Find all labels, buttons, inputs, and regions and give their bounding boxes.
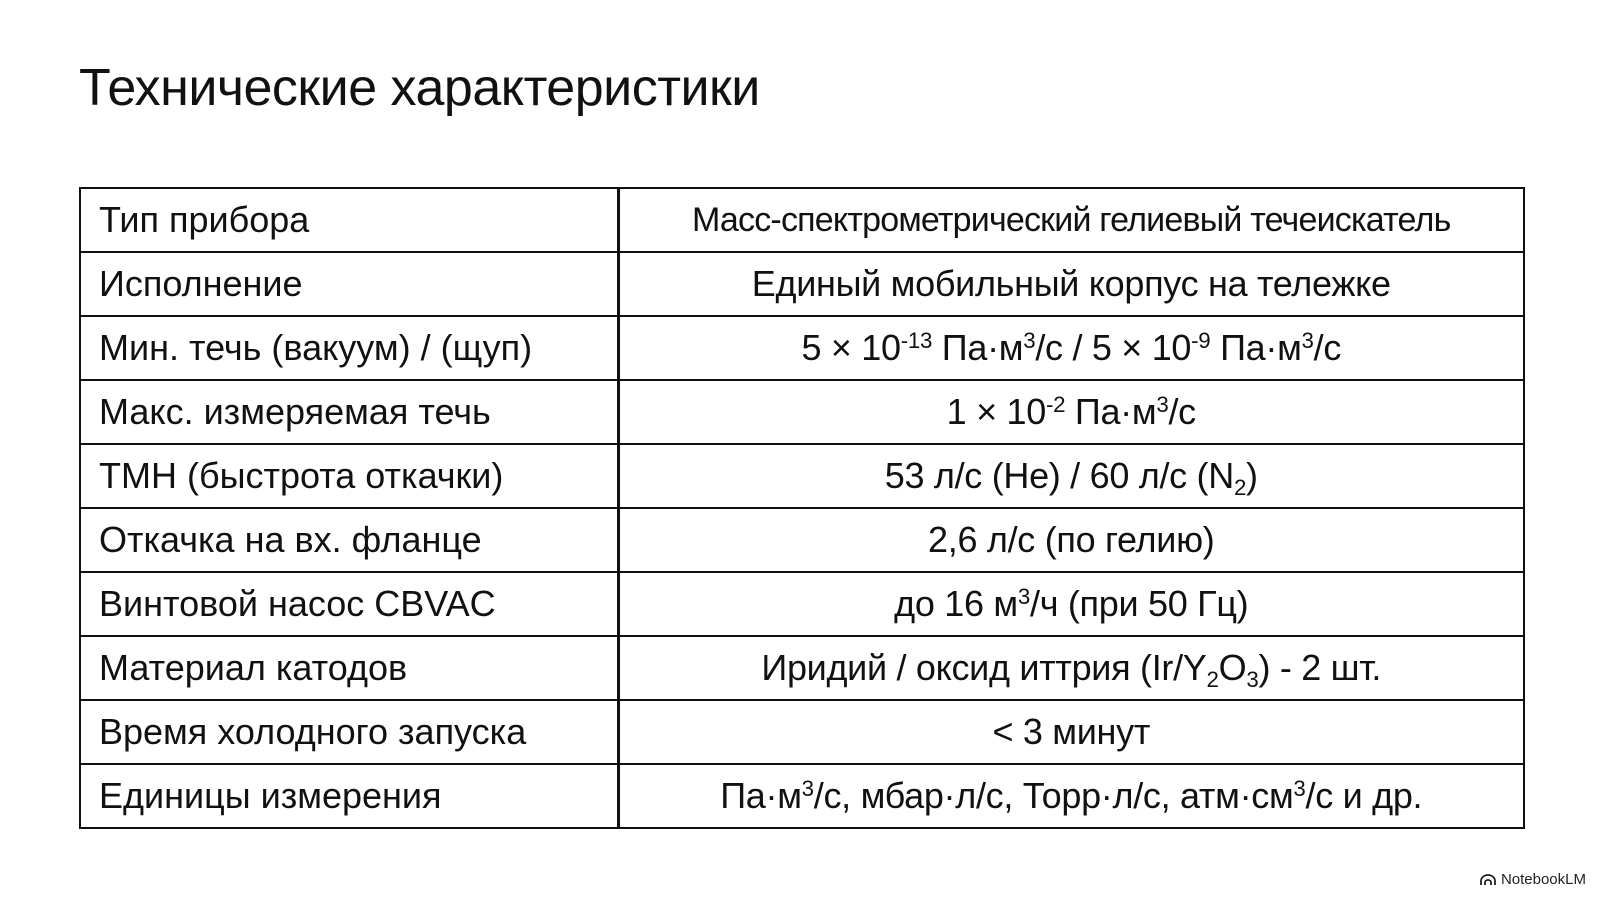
spec-table <box>79 187 1525 829</box>
table-row <box>80 700 1524 764</box>
spec-label: Время холодного запуска <box>80 700 618 764</box>
notebooklm-logo-icon <box>1480 874 1496 886</box>
table-row <box>80 636 1524 700</box>
table-row <box>80 188 1524 252</box>
spec-label: Материал катодов <box>80 636 618 700</box>
spec-label: Мин. течь (вакуум) / (щуп) <box>80 316 618 380</box>
table-row <box>80 444 1524 508</box>
table-row <box>80 508 1524 572</box>
spec-label: Единицы измерения <box>80 764 618 828</box>
table-row <box>80 572 1524 636</box>
table-row <box>80 316 1524 380</box>
notebooklm-watermark <box>1480 871 1586 888</box>
spec-value: до 16 $м^3/ч$ (при 50 Гц) <box>618 572 1524 636</box>
spec-label: Тип прибора <box>80 188 618 252</box>
page-title: Технические характеристики <box>79 59 760 117</box>
table-row <box>80 764 1524 828</box>
spec-value: $5 \times 10^{-13}$ $Па\cdot м^3/с / 5 \times 10^{-9}$ $Па\cdot м^3/с$ <box>618 316 1524 380</box>
spec-value: $1 \times 10^{-2}$ $Па\cdot м^3/с$ <box>618 380 1524 444</box>
spec-label: ТМН (быстрота откачки) <box>80 444 618 508</box>
spec-label: Макс. измеряемая течь <box>80 380 618 444</box>
spec-value: Иридий / оксид иттрия $(Ir/Y_2O_3) - 2$ шт. <box>618 636 1524 700</box>
spec-value: < 3 минут <box>618 700 1524 764</box>
spec-label: Исполнение <box>80 252 618 316</box>
spec-label: Винтовой насос CBVAC <box>80 572 618 636</box>
spec-label: Откачка на вх. фланце <box>80 508 618 572</box>
spec-value: $Па\cdot м^3/с$, мбар·л/с, Торр·л/с, $атм\cdot см^3/с$ и др. <box>618 764 1524 828</box>
spec-value: Масс-спектрометрический гелиевый течеискатель <box>618 188 1524 252</box>
spec-value: 2,6 л/с (по гелию) <box>618 508 1524 572</box>
spec-value: Единый мобильный корпус на тележке <box>618 252 1524 316</box>
table-row <box>80 252 1524 316</box>
brand-label: NotebookLM <box>1500 871 1586 888</box>
spec-value: 53 л/с (He) / 60 л/с $(N_2)$ <box>618 444 1524 508</box>
table-row <box>80 380 1524 444</box>
